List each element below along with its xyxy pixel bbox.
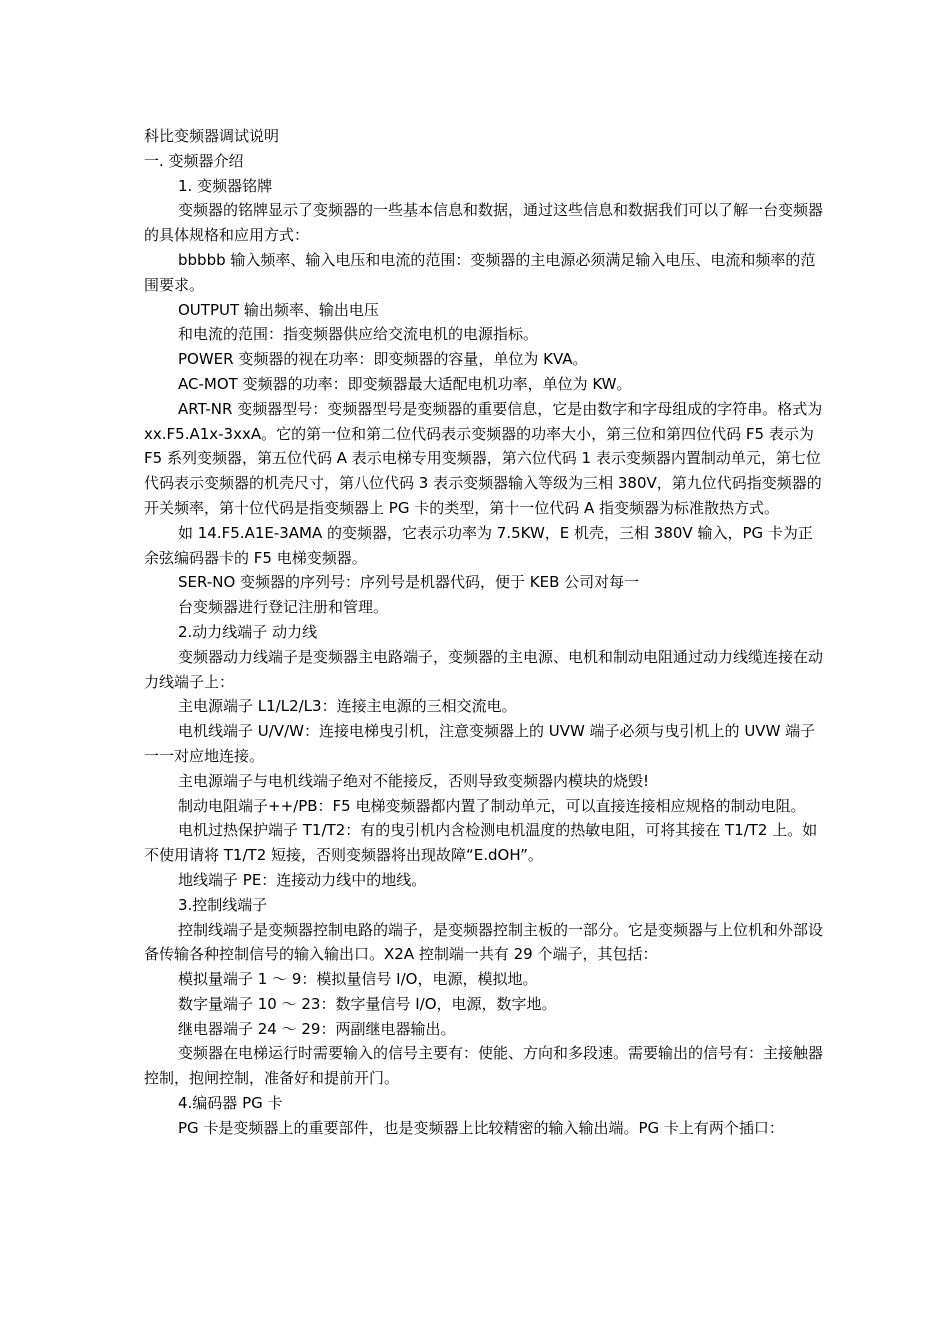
subsection-heading-nameplate: 1. 变频器铭牌	[178, 176, 273, 195]
subsection-heading-power-terminal: 2.动力线端子 动力线	[178, 622, 318, 641]
paragraph-warning: 主电源端子与电机线端子绝对不能接反，否则导致变频器内模块的烧毁!	[178, 771, 650, 790]
paragraph-main-terminal: 主电源端子 L1/L2/L3：连接主电源的三相交流电。	[178, 697, 517, 716]
paragraph-ground: 地线端子 PE：连接动力线中的地线。	[178, 870, 427, 889]
paragraph-digital: 数字量端子 10 ～ 23：数字量信号 I/O，电源，数字地。	[178, 994, 557, 1013]
paragraph-signals: 变频器在电梯运行时需要输入的信号主要有：使能、方向和多段速。需要输出的信号有：主接触器控制，抱闸控制，准备好和提前开门。	[144, 1044, 824, 1088]
paragraph-output-range: 和电流的范围：指变频器供应给交流电机的电源指标。	[178, 325, 539, 344]
paragraph-overheat: 电机过热保护端子 T1/T2：有的曳引机内含检测电机温度的热敏电阻，可将其接在 T1/T2 上。如不使用请将 T1/T2 短接，否则变频器将出现故障“E.dOH”。	[144, 821, 818, 865]
paragraph-serno-cont: 台变频器进行登记注册和管理。	[178, 598, 389, 617]
paragraph-analog: 模拟量端子 1 ～ 9：模拟量信号 I/O，电源，模拟地。	[178, 970, 538, 989]
document-page	[144, 124, 824, 1141]
paragraph-input: bbbbb 输入频率、输入电压和电流的范围：变频器的主电源必须满足输入电压、电流和频率的范围要求。	[144, 250, 816, 294]
paragraph-power: POWER 变频器的视在功率：即变频器的容量，单位为 KVA。	[178, 350, 588, 369]
paragraph-pg: PG 卡是变频器上的重要部件，也是变频器上比较精密的输入输出端。PG 卡上有两个插口：	[178, 1118, 784, 1137]
paragraph-output: OUTPUT 输出频率、输出电压	[178, 300, 379, 319]
paragraph-control: 控制线端子是变频器控制电路的端子，是变频器控制主板的一部分。它是变频器与上位机和外部设备传输各种控制信号的输入输出口。X2A 控制端一共有 29 个端子，其包括：	[144, 920, 824, 964]
section-heading-intro: 一. 变频器介绍	[144, 151, 244, 170]
document-title: 科比变频器调试说明	[144, 127, 280, 145]
paragraph-relay: 继电器端子 24 ～ 29：两副继电器输出。	[178, 1019, 456, 1038]
paragraph-serno: SER-NO 变频器的序列号：序列号是机器代码，便于 KEB 公司对每一	[178, 573, 640, 592]
paragraph-artnr: ART-NR 变频器型号：变频器型号是变频器的重要信息，它是由数字和字母组成的字符串。格式为 xx.F5.A1x-3xxA。它的第一位和第二位代码表示变频器的功率大小，第三位和第四位代码 F5 表示为 F5 系列变频器，第五位代码 A 表示电梯专用变频器，第六位代码 1 表示变频器内置制动单元，第七位代码表示变频器的机壳尺寸，第八位代码 3 表示变频器输入等级为三相 380V，第九位代码指变频器的开关频率，第十位代码是指变频器上 PG 卡的类型，第十一位代码 A 指变频器为标准散热方式。	[144, 399, 823, 517]
subsection-heading-pg-card: 4.编码器 PG 卡	[178, 1094, 283, 1113]
paragraph-acmot: AC-MOT 变频器的功率：即变频器最大适配电机功率，单位为 KW。	[178, 374, 632, 393]
paragraph-example: 如 14.F5.A1E-3AMA 的变频器，它表示功率为 7.5KW，E 机壳，三相 380V 输入，PG 卡为正余弦编码器卡的 F5 电梯变频器。	[144, 523, 813, 567]
paragraph-nameplate: 变频器的铭牌显示了变频器的一些基本信息和数据，通过这些信息和数据我们可以了解一台变频器的具体规格和应用方式：	[144, 201, 824, 245]
paragraph-motor-terminal: 电机线端子 U/V/W：连接电梯曳引机，注意变频器上的 UVW 端子必须与曳引机上的 UVW 端子一一对应地连接。	[144, 722, 816, 765]
paragraph-brake: 制动电阻端子++/PB：F5 电梯变频器都内置了制动单元，可以直接连接相应规格的制动电阻。	[178, 796, 806, 815]
subsection-heading-control-terminal: 3.控制线端子	[178, 895, 268, 914]
paragraph-power-terminal: 变频器动力线端子是变频器主电路端子，变频器的主电源、电机和制动电阻通过动力线缆连接在动力线端子上：	[144, 647, 824, 691]
